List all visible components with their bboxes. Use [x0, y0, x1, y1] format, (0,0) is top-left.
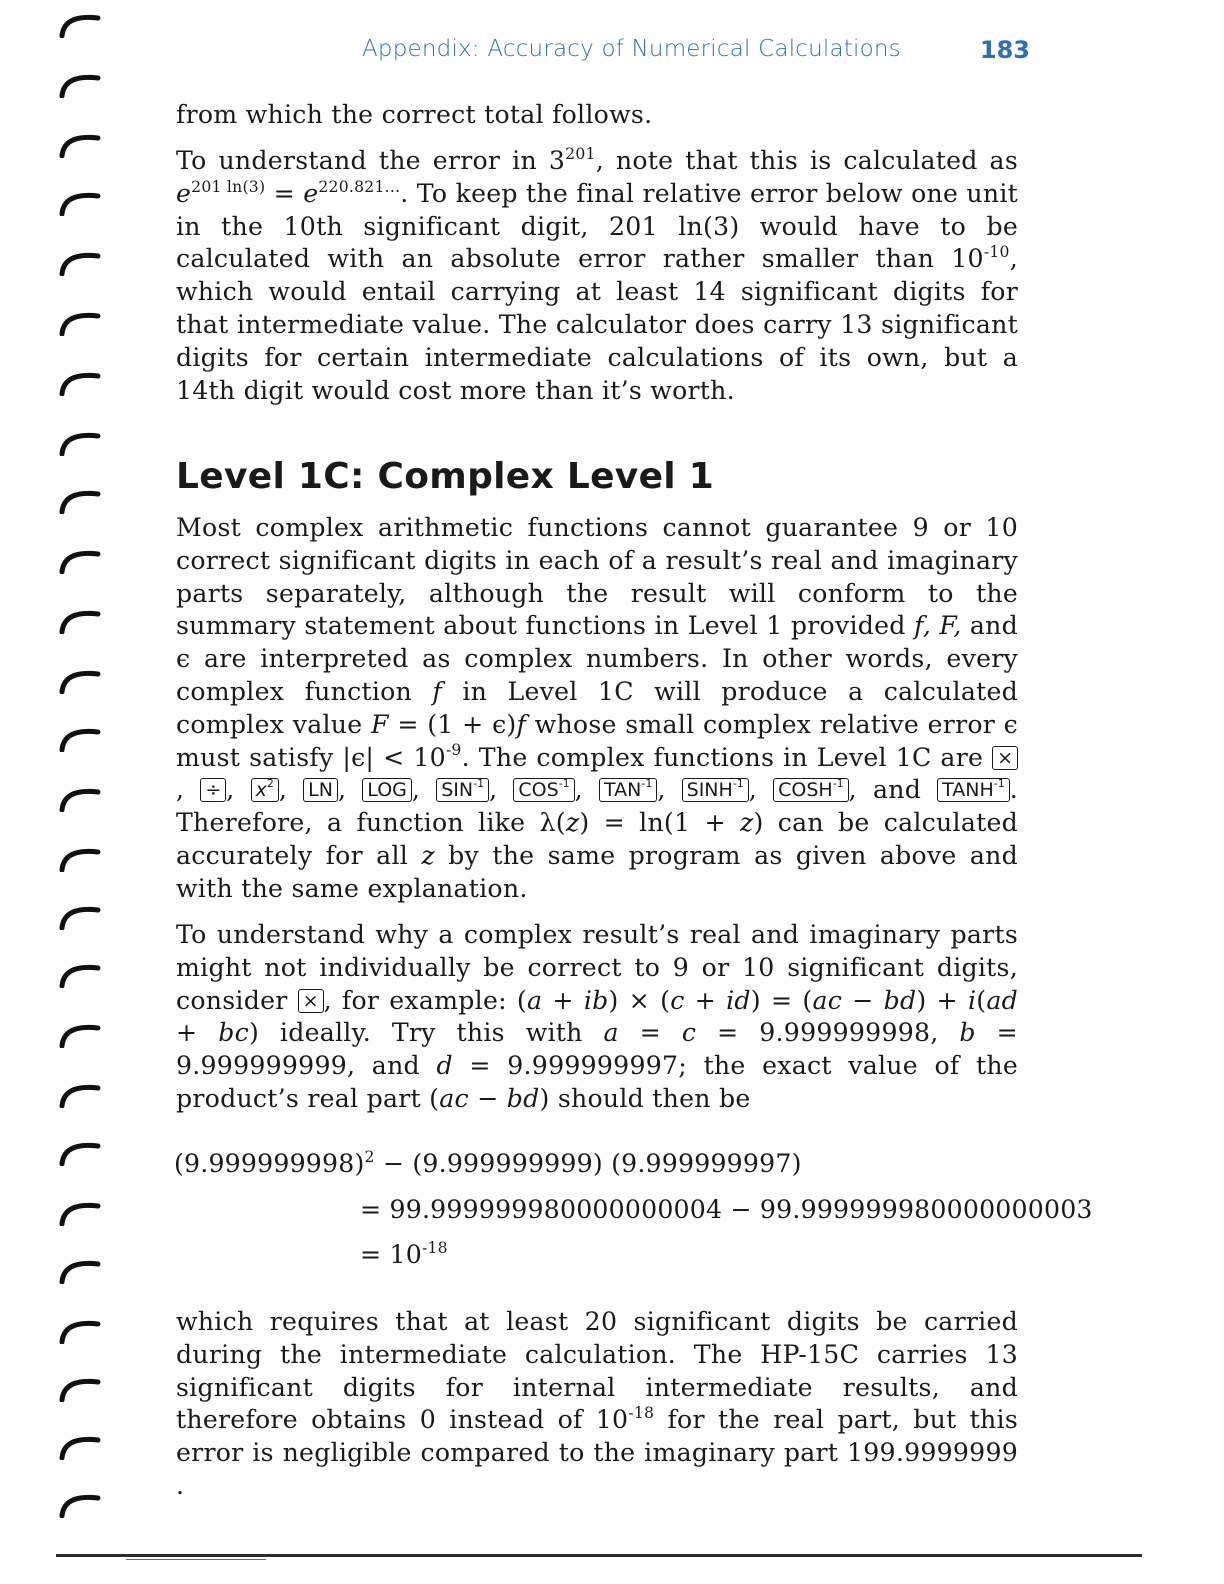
binding-ring-icon	[58, 1430, 102, 1460]
binding-ring-icon	[58, 128, 102, 158]
binding-ring-icon	[58, 544, 102, 574]
binding-ring-icon	[58, 306, 102, 336]
key-arccosh: $COSH^{-1}$	[773, 778, 849, 802]
key-arctanh: $TANH^{-1}$	[937, 778, 1010, 802]
binding-ring-icon	[58, 958, 102, 988]
equation-line-2: = 99.999999980000000004 − 99.999999980000000003	[360, 1195, 1093, 1224]
binding-ring-icon	[58, 8, 102, 38]
binding-ring-icon	[58, 68, 102, 98]
binding-ring-icon	[58, 842, 102, 872]
paragraph-text: which requires that at least 20 significant digits be carried during the intermediate calculation. The HP-15C carries 13 significant digits for internal intermediate results, and therefore obtains 0 instead of $10^{-18}$ for the real part, but this error is negligible compared to the imaginary part 199.9999999 .	[176, 1307, 1018, 1500]
equation-line-3: = $10^{-18}$	[360, 1238, 448, 1269]
binding-ring-icon	[58, 366, 102, 396]
key-x-squared: $x^2$	[251, 778, 279, 802]
running-head-title: Appendix: Accuracy of Numerical Calculations	[362, 36, 901, 62]
key-multiply: ×	[298, 989, 324, 1013]
paragraph-error-explanation	[176, 145, 1018, 407]
paragraph-text: To understand why a complex result’s real and imaginary parts might not individually be correct to 9 or 10 significant digits, consider × , for example: (a + ib) × (c + id) = (ac − bd) + i(ad + bc) ideally. Try this with a = c = 9.999999998, b = 9.999999999, and d = 9.999999997; the exact value of the product’s real part (ac − bd) should then be	[176, 920, 1019, 1113]
binding-ring-icon	[58, 1254, 102, 1284]
binding-ring-icon	[58, 1488, 102, 1518]
equation-line-1: $(9.999999998)^2 - (9.999999999)$ (9.999999997)	[174, 1147, 802, 1178]
binding-ring-icon	[58, 426, 102, 456]
page-number: 183	[979, 36, 1030, 64]
binding-ring-icon	[58, 1018, 102, 1048]
footer-rule	[56, 1554, 1142, 1557]
binding-ring-icon	[58, 900, 102, 930]
section-heading: Level 1C: Complex Level 1	[176, 456, 715, 497]
binding-ring-icon	[58, 1136, 102, 1166]
key-ln: LN	[303, 778, 338, 802]
binding-ring-icon	[58, 722, 102, 752]
binding-ring-icon	[58, 246, 102, 276]
binding-ring-icon	[58, 186, 102, 216]
binding-ring-icon	[58, 604, 102, 634]
key-arccos: $COS^{-1}$	[513, 778, 574, 802]
footer-rule-accent	[126, 1559, 266, 1560]
key-arctan: $TAN^{-1}$	[599, 778, 657, 802]
binding-ring-icon	[58, 1372, 102, 1402]
binding-ring-icon	[58, 484, 102, 514]
binding-ring-icon	[58, 664, 102, 694]
binding-ring-icon	[58, 1314, 102, 1344]
key-multiply: ×	[992, 746, 1018, 770]
paragraph-text: To understand the error in $3^{201}$, note that this is calculated as $e^{201 ln(3)} = e^{220.821...}$. To keep the final relative error below one unit in the 10th significant digit, 201 ln(3) would have to be calculated with an absolute error rather smaller than $10^{-10}$, which would entail carrying at least 14 significant digits for that intermediate value. The calculator does carry 13 significant digits for certain intermediate calculations of its own, but a 14th digit would cost more than it’s worth.	[176, 144, 1018, 405]
paragraph-complex-functions	[176, 512, 1018, 906]
paragraph-text: Most complex arithmetic functions cannot guarantee 9 or 10 correct significant digits in each of a result’s real and imaginary parts separately, although the result will conform to the summary statement about functions in Level 1 provided f, F, and ϵ are interpreted as complex numbers. In other words, every complex function f in Level 1C will produce a calculated complex value F = (1 + ϵ)f whose small complex relative error ϵ must satisfy $|\epsilon| < 10^{-9}$. The complex functions in Level 1C are ×, ÷ , $x^2$ , LN , LOG , $SIN^{-1}$ , $COS^{-1}$ , $TAN^{-1}$ , $SINH^{-1}$ , $COSH^{-1}$ , and $TANH^{-1}$ . Therefore, a function like λ(z) = ln(1 + z) can be calculated accurately for all z by the same program as given above and with the same explanation.	[176, 513, 1019, 903]
key-arcsinh: $SINH^{-1}$	[682, 778, 749, 802]
spiral-binding	[58, 0, 108, 1584]
paragraph-why-real-imag	[176, 919, 1018, 1116]
key-divide: ÷	[200, 778, 226, 802]
binding-ring-icon	[58, 782, 102, 812]
binding-ring-icon	[58, 1078, 102, 1108]
key-arcsin: $SIN^{-1}$	[436, 778, 489, 802]
paragraph-conclusion	[176, 1306, 1018, 1503]
paragraph-intro	[176, 99, 1018, 132]
paragraph-text: from which the correct total follows.	[176, 100, 653, 129]
binding-ring-icon	[58, 1196, 102, 1226]
key-log: LOG	[362, 778, 412, 802]
